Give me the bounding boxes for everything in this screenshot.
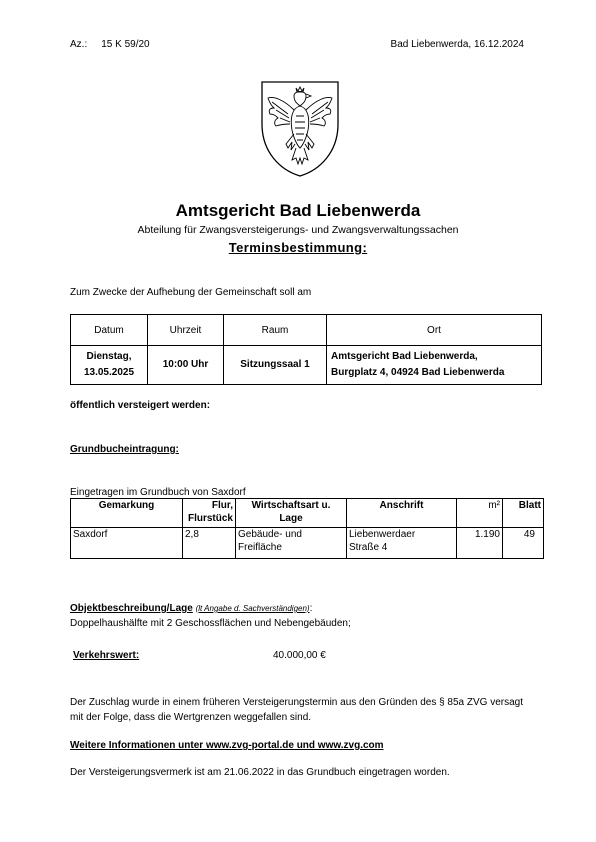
header-gemarkung: Gemarkung <box>71 499 183 528</box>
header-flur: Flur, Flurstück <box>183 499 236 528</box>
object-heading-text: Objektbeschreibung/Lage <box>70 603 193 614</box>
intro-text: Zum Zwecke der Aufhebung der Gemeinschaft soll am <box>70 287 312 298</box>
land-register-table <box>70 498 544 559</box>
header-blatt: Blatt <box>503 499 544 528</box>
appointment-data-row <box>71 346 542 385</box>
land-register-intro: Eingetragen im Grundbuch von Saxdorf <box>70 487 246 498</box>
place-date: Bad Liebenwerda, 16.12.2024 <box>390 39 524 50</box>
land-register-heading: Grundbucheintragung: <box>70 444 179 455</box>
more-information: Weitere Informationen unter www.zvg-portal.de und www.zvg.com <box>70 740 384 751</box>
brandenburg-eagle-crest-icon <box>258 78 342 178</box>
header-wirtschaftsart: Wirtschaftsart u. Lage <box>236 499 347 528</box>
appointment-header-row <box>71 315 542 346</box>
cell-area: 1.190 <box>457 528 503 559</box>
appointment-date: Dienstag, 13.05.2025 <box>71 346 148 385</box>
appointment-room: Sitzungssaal 1 <box>224 346 327 385</box>
header-place: Ort <box>327 315 542 346</box>
auction-statement: öffentlich versteigert werden: <box>70 400 211 411</box>
land-register-row <box>71 528 544 559</box>
appointment-place: Amtsgericht Bad Liebenwerda, Burgplatz 4, 04924 Bad Liebenwerda <box>327 346 542 385</box>
header-time: Uhrzeit <box>148 315 224 346</box>
cell-wirtschaftsart: Gebäude- und Freifläche <box>236 528 347 559</box>
header-room: Raum <box>224 315 327 346</box>
court-name: Amtsgericht Bad Liebenwerda <box>175 201 421 220</box>
object-heading-note: (lt Angabe d. Sachverständigen) <box>195 604 310 613</box>
header-date: Datum <box>71 315 148 346</box>
cell-flur: 2,8 <box>183 528 236 559</box>
court-department: Abteilung für Zwangsversteigerungs- und Zwangsverwaltungssachen <box>137 224 459 236</box>
auction-registration-note: Der Versteigerungsvermerk ist am 21.06.2022 in das Grundbuch eingetragen worden. <box>70 767 450 778</box>
award-note: Der Zuschlag wurde in einem früheren Versteigerungstermin aus den Gründen des § 85a ZVG versagt mit der Folge, dass die Wertgrenzen weggefallen sind. <box>70 697 524 723</box>
appointment-table <box>70 314 542 385</box>
header-area: m² <box>457 499 503 528</box>
file-reference <box>70 39 164 50</box>
land-register-header-row <box>71 499 544 528</box>
document-title: Terminsbestimmung: <box>228 240 368 255</box>
object-description: Doppelhaushälfte mit 2 Geschossflächen und Nebengebäuden; <box>70 618 351 629</box>
market-value: 40.000,00 € <box>273 650 326 661</box>
file-reference-label: Az.: <box>70 39 88 50</box>
appointment-time: 10:00 Uhr <box>148 346 224 385</box>
cell-blatt: 49 <box>503 528 544 559</box>
object-heading-colon: : <box>309 603 313 614</box>
file-reference-value: 15 K 59/20 <box>101 39 150 50</box>
market-value-label: Verkehrswert: <box>73 650 140 661</box>
cell-anschrift: Liebenwerdaer Straße 4 <box>347 528 457 559</box>
cell-gemarkung: Saxdorf <box>71 528 183 559</box>
header-anschrift: Anschrift <box>347 499 457 528</box>
object-description-heading <box>70 603 312 614</box>
